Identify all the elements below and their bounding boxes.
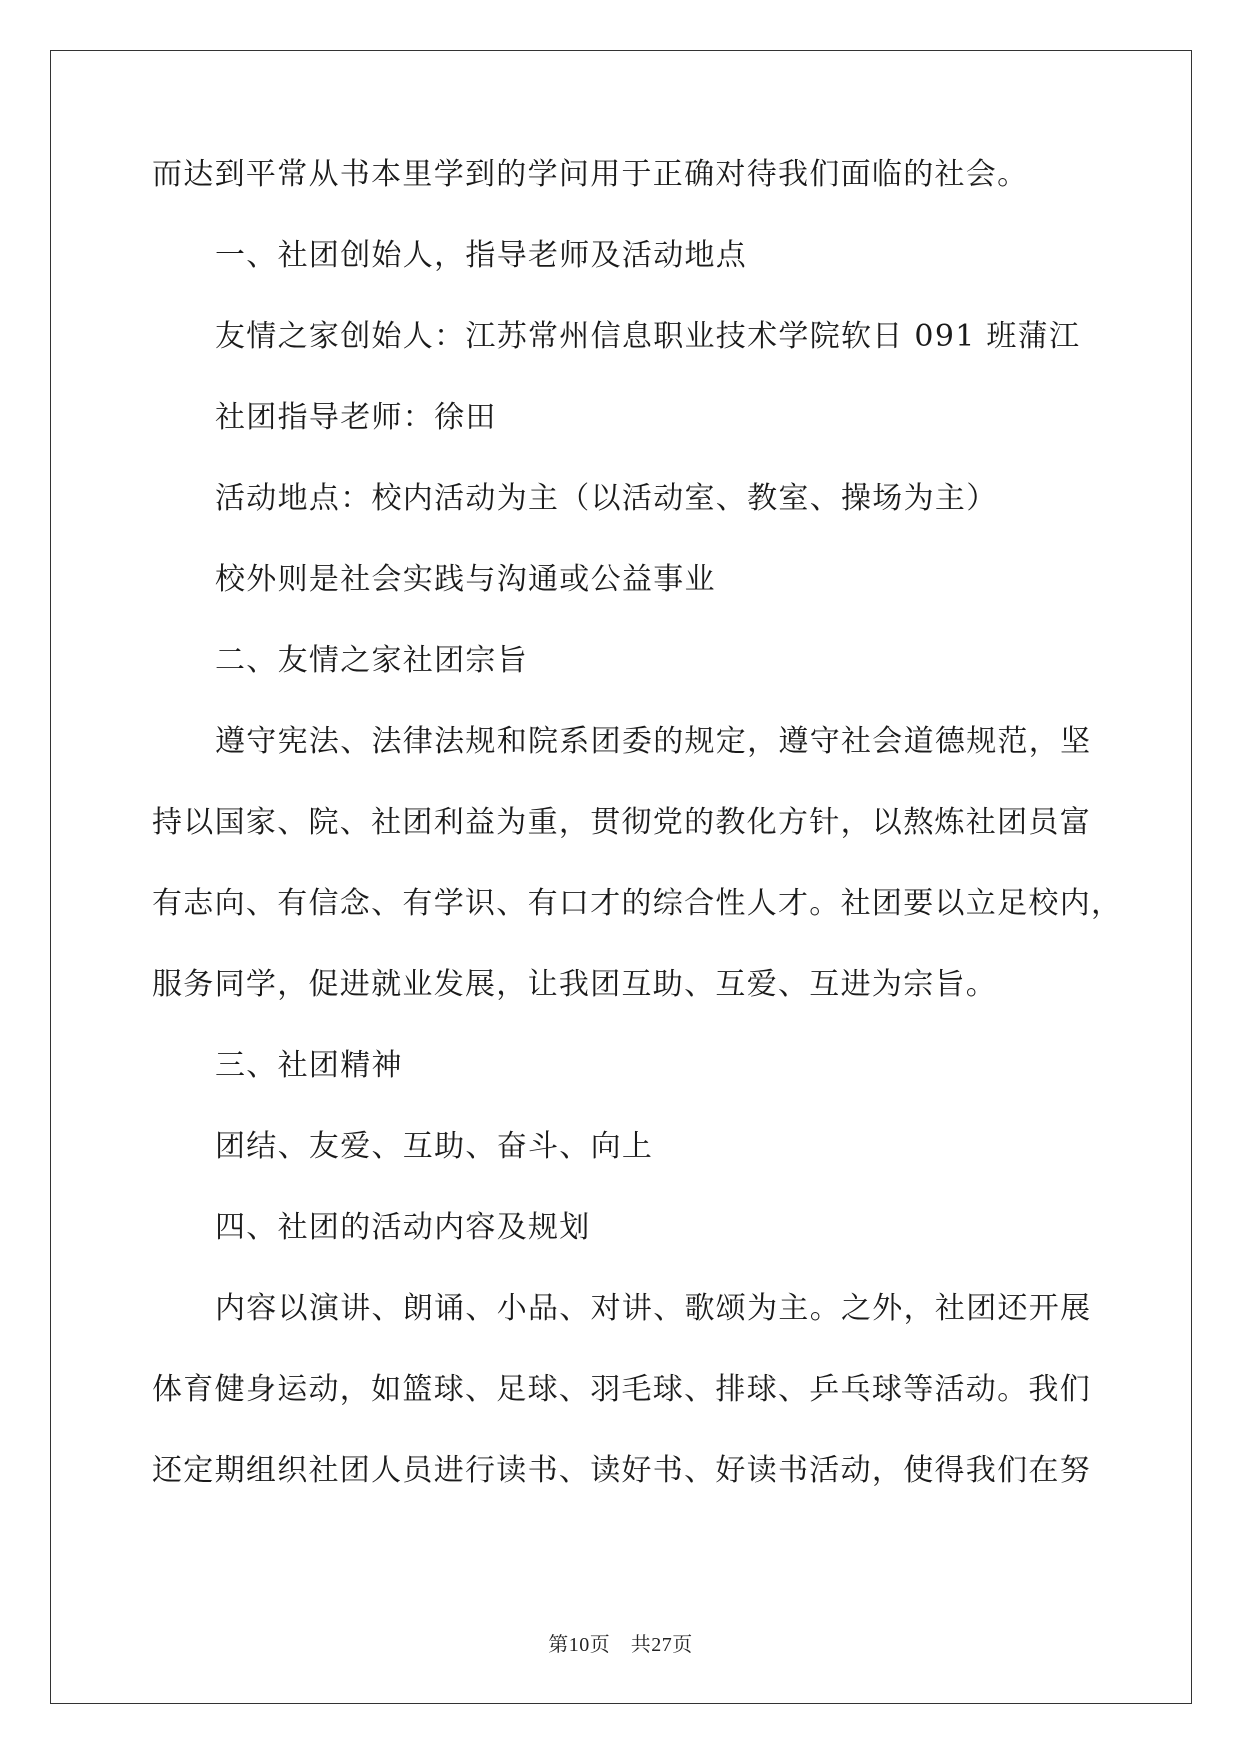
- page-label-mid: 页 共: [589, 1634, 652, 1656]
- text-line: 而达到平常从书本里学到的学问用于正确对待我们面临的社会。: [152, 157, 1029, 192]
- text-line: 活动地点：校内活动为主（以活动室、教室、操场为主）: [215, 481, 998, 516]
- text-line: 体育健身运动，如篮球、足球、羽毛球、排球、乒乓球等活动。我们: [152, 1372, 1091, 1407]
- text-line: 友情之家创始人：江苏常州信息职业技术学院软日 091 班蒲江: [215, 319, 1081, 354]
- section-heading: 四、社团的活动内容及规划: [215, 1210, 591, 1245]
- text-line: 服务同学，促进就业发展，让我团互助、互爱、互进为宗旨。: [152, 967, 998, 1002]
- document-body: [152, 157, 1123, 1511]
- section-heading: 三、社团精神: [215, 1048, 403, 1083]
- text-line: 有志向、有信念、有学识、有口才的综合性人才。社团要以立足校内，: [152, 886, 1123, 921]
- total-pages-number: 27: [651, 1634, 673, 1656]
- text-line: 还定期组织社团人员进行读书、读好书、好读书活动，使得我们在努: [152, 1453, 1091, 1488]
- section-heading: 二、友情之家社团宗旨: [215, 643, 528, 678]
- text-line: 持以国家、院、社团利益为重，贯彻党的教化方针，以熬炼社团员富: [152, 805, 1091, 840]
- text-line: 遵守宪法、法律法规和院系团委的规定，遵守社会道德规范，坚: [215, 724, 1092, 759]
- text-line: 团结、友爱、互助、奋斗、向上: [215, 1129, 654, 1164]
- text-line: 校外则是社会实践与沟通或公益事业: [215, 562, 716, 597]
- section-heading: 一、社团创始人，指导老师及活动地点: [215, 238, 748, 273]
- text-line: 内容以演讲、朗诵、小品、对讲、歌颂为主。之外，社团还开展: [215, 1291, 1092, 1326]
- page-label-prefix: 第: [548, 1634, 569, 1656]
- page-number-footer: [0, 1628, 1241, 1657]
- page-label-suffix: 页: [672, 1634, 693, 1656]
- text-line: 社团指导老师：徐田: [215, 400, 497, 435]
- current-page-number: 10: [568, 1634, 590, 1656]
